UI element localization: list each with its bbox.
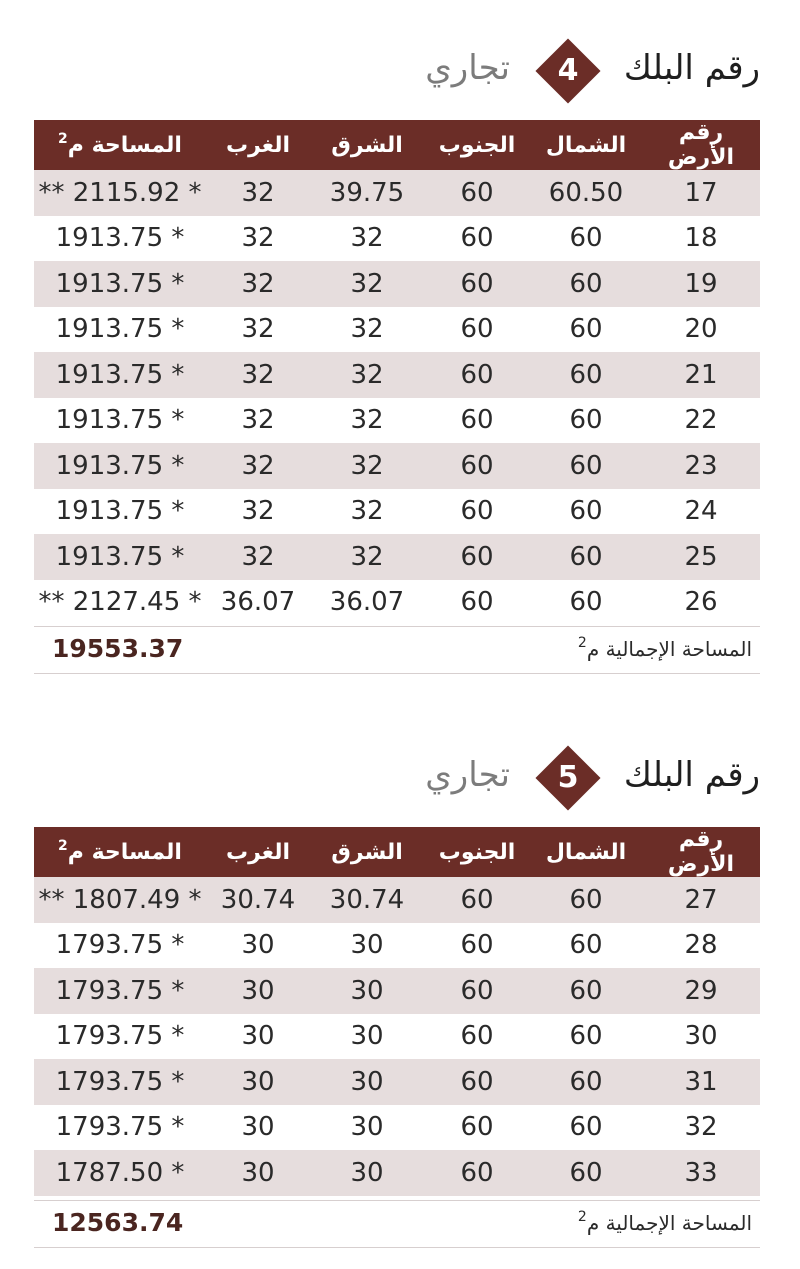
cell-west: 30.74	[206, 877, 310, 923]
cell-east: 32	[310, 216, 424, 262]
cell-land-number: 26	[642, 580, 760, 626]
total-row	[34, 1200, 760, 1248]
table-row	[34, 534, 760, 580]
cell-north: 60	[530, 534, 642, 580]
cell-east: 36.07	[310, 580, 424, 626]
header-west: الغرب	[206, 827, 310, 877]
table-row	[34, 923, 760, 969]
cell-area: 1913.75 *	[34, 489, 206, 535]
cell-east: 32	[310, 489, 424, 535]
cell-west: 32	[206, 352, 310, 398]
cell-south: 60	[424, 534, 530, 580]
cell-north: 60	[530, 216, 642, 262]
cell-area: ** 2127.45 *	[34, 580, 206, 626]
cell-area: 1793.75 *	[34, 968, 206, 1014]
block-type: تجاري	[425, 755, 510, 795]
cell-south: 60	[424, 1150, 530, 1196]
cell-east: 32	[310, 352, 424, 398]
header-land-number: رقم الأرض	[642, 120, 760, 170]
cell-north: 60	[530, 261, 642, 307]
block-number: 4	[557, 53, 579, 88]
cell-south: 60	[424, 489, 530, 535]
cell-south: 60	[424, 923, 530, 969]
cell-land-number: 17	[642, 170, 760, 216]
cell-south: 60	[424, 261, 530, 307]
cell-east: 30	[310, 1150, 424, 1196]
cell-south: 60	[424, 170, 530, 216]
cell-north: 60	[530, 443, 642, 489]
table-body	[34, 877, 760, 1196]
table-row	[34, 1105, 760, 1151]
cell-south: 60	[424, 307, 530, 353]
table-row	[34, 170, 760, 216]
block-type: تجاري	[425, 48, 510, 88]
table-row	[34, 1150, 760, 1196]
cell-east: 32	[310, 307, 424, 353]
cell-area: 1793.75 *	[34, 1105, 206, 1151]
cell-west: 30	[206, 1059, 310, 1105]
cell-area: 1913.75 *	[34, 534, 206, 580]
cell-area: ** 1807.49 *	[34, 877, 206, 923]
cell-west: 32	[206, 489, 310, 535]
table-row	[34, 1059, 760, 1105]
header-area: المساحة م$^2$	[34, 827, 206, 877]
cell-north: 60	[530, 968, 642, 1014]
cell-east: 30	[310, 968, 424, 1014]
table-row	[34, 489, 760, 535]
table-body	[34, 170, 760, 625]
cell-area: ** 2115.92 *	[34, 170, 206, 216]
cell-land-number: 33	[642, 1150, 760, 1196]
table-row	[34, 877, 760, 923]
cell-west: 32	[206, 261, 310, 307]
cell-east: 39.75	[310, 170, 424, 216]
cell-west: 30	[206, 1105, 310, 1151]
cell-land-number: 20	[642, 307, 760, 353]
cell-north: 60	[530, 1059, 642, 1105]
cell-east: 30	[310, 1059, 424, 1105]
block-number-diamond	[535, 38, 601, 104]
table-row	[34, 580, 760, 626]
table-row	[34, 1014, 760, 1060]
cell-land-number: 18	[642, 216, 760, 262]
cell-east: 30	[310, 1105, 424, 1151]
cell-area: 1793.75 *	[34, 923, 206, 969]
block-number: 5	[557, 760, 579, 795]
cell-west: 30	[206, 1014, 310, 1060]
cell-west: 32	[206, 307, 310, 353]
land-table	[34, 827, 760, 1196]
header-south: الجنوب	[424, 827, 530, 877]
cell-land-number: 19	[642, 261, 760, 307]
land-table	[34, 120, 760, 625]
cell-area: 1913.75 *	[34, 216, 206, 262]
cell-east: 32	[310, 261, 424, 307]
cell-north: 60	[530, 1105, 642, 1151]
block-header	[0, 707, 800, 827]
header-south: الجنوب	[424, 120, 530, 170]
cell-west: 32	[206, 534, 310, 580]
cell-west: 32	[206, 398, 310, 444]
table-row	[34, 443, 760, 489]
cell-land-number: 28	[642, 923, 760, 969]
cell-area: 1787.50 *	[34, 1150, 206, 1196]
cell-east: 30	[310, 1014, 424, 1060]
cell-north: 60	[530, 1150, 642, 1196]
cell-land-number: 25	[642, 534, 760, 580]
cell-area: 1793.75 *	[34, 1014, 206, 1060]
cell-west: 36.07	[206, 580, 310, 626]
cell-area: 1793.75 *	[34, 1059, 206, 1105]
header-east: الشرق	[310, 120, 424, 170]
cell-south: 60	[424, 443, 530, 489]
table-row	[34, 307, 760, 353]
cell-south: 60	[424, 580, 530, 626]
total-label: المساحة الإجمالية م$^2$	[577, 1209, 752, 1235]
header-area: المساحة م$^2$	[34, 120, 206, 170]
cell-north: 60	[530, 489, 642, 535]
cell-land-number: 21	[642, 352, 760, 398]
cell-area: 1913.75 *	[34, 398, 206, 444]
cell-north: 60.50	[530, 170, 642, 216]
cell-west: 30	[206, 1150, 310, 1196]
header-west: الغرب	[206, 120, 310, 170]
table-header-row	[34, 120, 760, 170]
cell-north: 60	[530, 1014, 642, 1060]
header-east: الشرق	[310, 827, 424, 877]
cell-north: 60	[530, 307, 642, 353]
total-row	[34, 626, 760, 674]
cell-south: 60	[424, 398, 530, 444]
cell-land-number: 32	[642, 1105, 760, 1151]
cell-south: 60	[424, 1105, 530, 1151]
cell-south: 60	[424, 216, 530, 262]
total-label: المساحة الإجمالية م$^2$	[577, 635, 752, 661]
table-row	[34, 398, 760, 444]
cell-land-number: 31	[642, 1059, 760, 1105]
table-row	[34, 352, 760, 398]
total-value: 12563.74	[52, 1208, 184, 1237]
cell-north: 60	[530, 580, 642, 626]
cell-north: 60	[530, 398, 642, 444]
cell-north: 60	[530, 923, 642, 969]
cell-east: 30.74	[310, 877, 424, 923]
cell-south: 60	[424, 352, 530, 398]
cell-south: 60	[424, 877, 530, 923]
table-header-row	[34, 827, 760, 877]
cell-south: 60	[424, 968, 530, 1014]
cell-land-number: 27	[642, 877, 760, 923]
block-number-diamond	[535, 745, 601, 811]
cell-north: 60	[530, 352, 642, 398]
header-north: الشمال	[530, 827, 642, 877]
cell-east: 30	[310, 923, 424, 969]
header-land-number: رقم الأرض	[642, 827, 760, 877]
total-value: 19553.37	[52, 634, 184, 663]
block-label: رقم البلك	[623, 48, 760, 88]
table-row	[34, 216, 760, 262]
cell-west: 32	[206, 443, 310, 489]
cell-west: 30	[206, 968, 310, 1014]
cell-land-number: 22	[642, 398, 760, 444]
cell-south: 60	[424, 1014, 530, 1060]
cell-east: 32	[310, 534, 424, 580]
cell-land-number: 29	[642, 968, 760, 1014]
cell-west: 30	[206, 923, 310, 969]
cell-north: 60	[530, 877, 642, 923]
block-label: رقم البلك	[623, 755, 760, 795]
cell-east: 32	[310, 398, 424, 444]
cell-west: 32	[206, 170, 310, 216]
cell-land-number: 23	[642, 443, 760, 489]
cell-south: 60	[424, 1059, 530, 1105]
cell-land-number: 30	[642, 1014, 760, 1060]
cell-area: 1913.75 *	[34, 307, 206, 353]
table-row	[34, 261, 760, 307]
block-header	[0, 0, 800, 120]
table-row	[34, 968, 760, 1014]
header-north: الشمال	[530, 120, 642, 170]
cell-area: 1913.75 *	[34, 443, 206, 489]
cell-west: 32	[206, 216, 310, 262]
cell-land-number: 24	[642, 489, 760, 535]
cell-area: 1913.75 *	[34, 352, 206, 398]
cell-area: 1913.75 *	[34, 261, 206, 307]
cell-east: 32	[310, 443, 424, 489]
